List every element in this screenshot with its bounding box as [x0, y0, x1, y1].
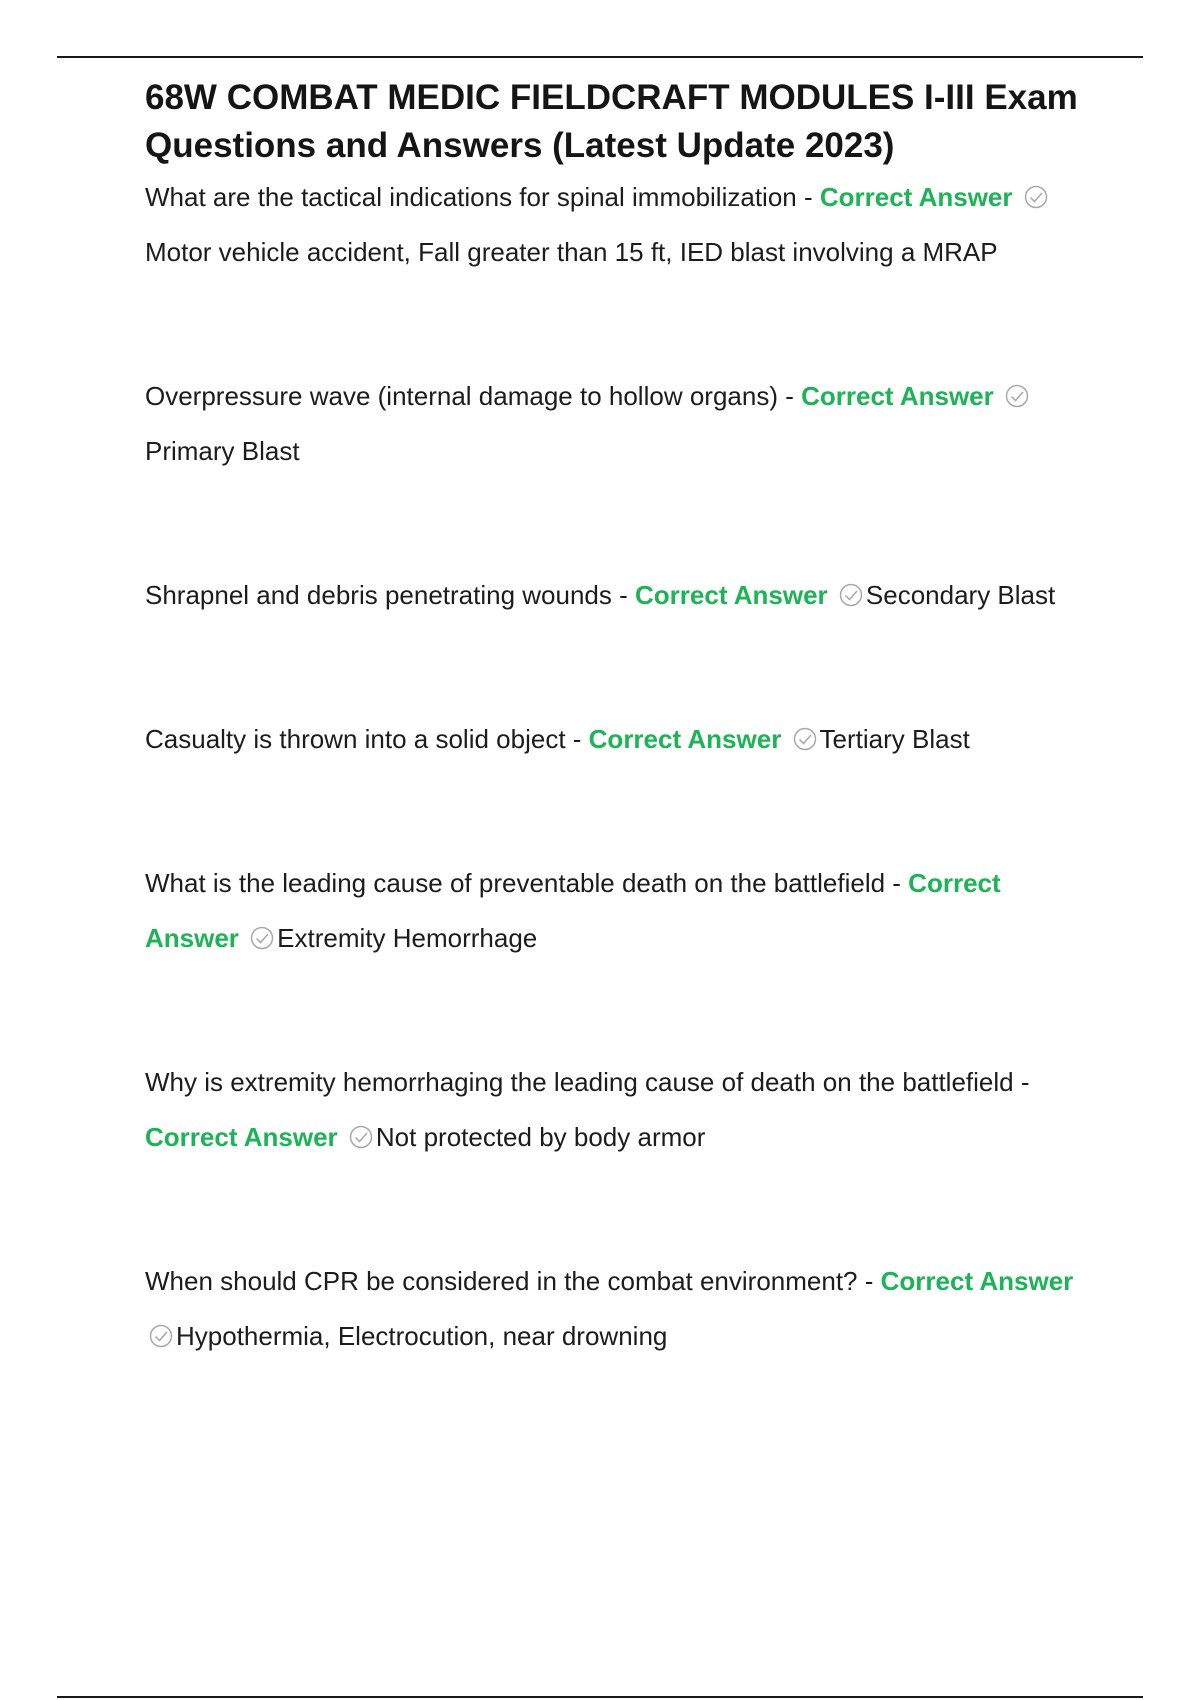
correct-answer-label: Correct Answer [588, 724, 782, 754]
qa-item [145, 1055, 1095, 1165]
qa-item [145, 170, 1095, 280]
separator: - [565, 724, 589, 754]
question-text: What are the tactical indications for spinal immobilization [145, 182, 797, 212]
correct-answer-label: Correct Answer [819, 182, 1013, 212]
qa-item [145, 369, 1095, 479]
answer-text: Not protected by body armor [375, 1122, 706, 1152]
check-circle-icon [349, 1125, 373, 1149]
separator: - [777, 381, 802, 411]
answer-text: Primary Blast [145, 436, 300, 466]
bottom-rule [57, 1696, 1143, 1698]
correct-answer-label: Correct Answer [145, 868, 1001, 953]
question-text: When should CPR be considered in the combat environment? [145, 1266, 858, 1296]
check-circle-icon [250, 926, 274, 950]
answer-text: Motor vehicle accident, Fall greater than 15 ft, IED blast involving a MRAP [145, 237, 998, 267]
question-text: Why is extremity hemorrhaging the leading cause of death on the battlefield [145, 1067, 1014, 1097]
answer-text: Extremity Hemorrhage [277, 923, 538, 953]
correct-answer-label: Correct Answer [145, 1122, 338, 1152]
separator: - [611, 580, 635, 610]
correct-answer-label: Correct Answer [635, 580, 828, 610]
separator: - [796, 182, 820, 212]
question-text: Shrapnel and debris penetrating wounds [145, 580, 612, 610]
check-circle-icon [1005, 384, 1029, 408]
correct-answer-label: Correct Answer [880, 1266, 1074, 1296]
question-text: Casualty is thrown into a solid object [145, 724, 566, 754]
check-circle-icon [839, 583, 863, 607]
separator: - [857, 1266, 881, 1296]
document-title: 68W COMBAT MEDIC FIELDCRAFT MODULES I-III Exam Questions and Answers (Latest Update 2023) [145, 78, 1078, 165]
check-circle-icon [1024, 185, 1048, 209]
qa-item [145, 712, 1095, 767]
qa-item [145, 568, 1095, 623]
separator: - [1013, 1067, 1030, 1097]
qa-item [145, 856, 1095, 966]
separator: - [885, 868, 909, 898]
answer-text: Hypothermia, Electrocution, near drowning [176, 1321, 668, 1351]
question-text: Overpressure wave (internal damage to hollow organs) [145, 381, 778, 411]
top-rule [57, 56, 1143, 58]
qa-item [145, 1254, 1095, 1364]
correct-answer-label: Correct Answer [801, 381, 994, 411]
document-body [145, 74, 1095, 1364]
check-circle-icon [793, 727, 817, 751]
answer-text: Tertiary Blast [819, 724, 970, 754]
question-text: What is the leading cause of preventable death on the battlefield [145, 868, 886, 898]
answer-text: Secondary Blast [865, 580, 1056, 610]
check-circle-icon [149, 1324, 173, 1348]
